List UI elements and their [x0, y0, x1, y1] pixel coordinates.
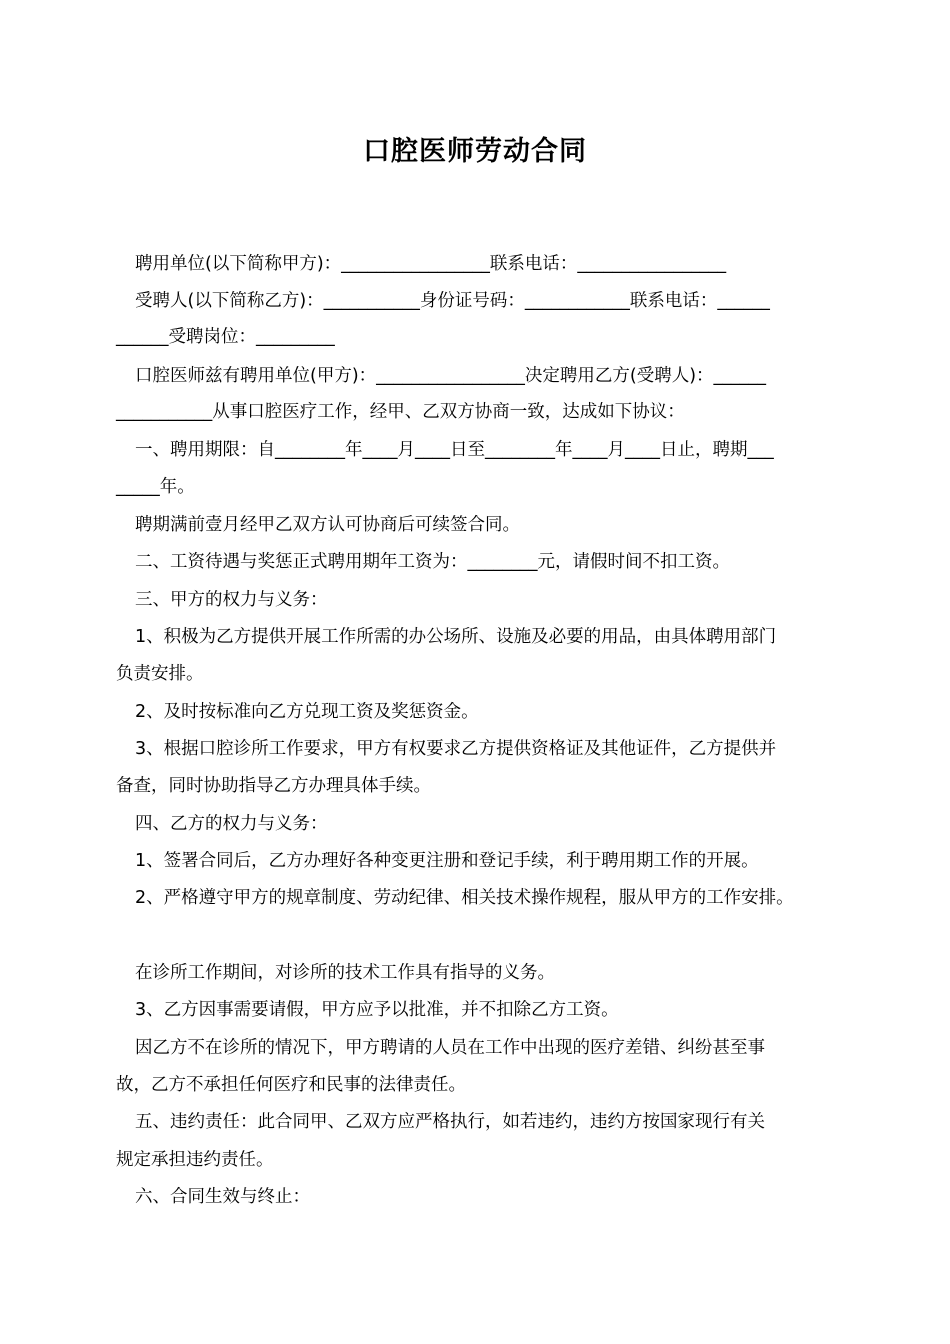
salary-line: 二、工资待遇与奖惩正式聘用期年工资为：________元，请假时间不扣工资。 [135, 552, 730, 572]
employer-info-line: 聘用单位(以下简称甲方)：_________________联系电话：_________________ [135, 254, 727, 274]
party-a-item-3-line-1: 3、根据口腔诊所工作要求，甲方有权要求乙方提供资格证及其他证件，乙方提供并 [135, 739, 777, 759]
preamble-line-1: 口腔医师兹有聘用单位(甲方)：_________________决定聘用乙方(受聘人)：______ [135, 366, 767, 386]
party-b-heading: 四、乙方的权力与义务： [135, 814, 328, 834]
breach-line-1: 五、违约责任：此合同甲、乙双方应严格执行，如若违约，违约方按国家现行有关 [135, 1112, 765, 1132]
guidance-duty-line: 在诊所工作期间，对诊所的技术工作具有指导的义务。 [135, 963, 555, 983]
document-title: 口腔医师劳动合同 [363, 136, 587, 167]
party-b-item-1: 1、签署合同后，乙方办理好各种变更注册和登记手续，利于聘用期工作的开展。 [135, 851, 759, 871]
employee-position-line: ______受聘岗位：_________ [116, 327, 335, 347]
liability-line-2: 故，乙方不承担任何医疗和民事的法律责任。 [116, 1075, 466, 1095]
preamble-line-2: ___________从事口腔医疗工作，经甲、乙双方协商一致，达成如下协议： [116, 402, 685, 422]
employee-info-line: 受聘人(以下简称乙方)：___________身份证号码：____________联系电话：______ [135, 291, 770, 311]
breach-line-2: 规定承担违约责任。 [116, 1150, 274, 1170]
party-b-item-2: 2、严格遵守甲方的规章制度、劳动纪律、相关技术操作规程，服从甲方的工作安排。 [135, 888, 794, 908]
term-line-1: 一、聘用期限：自________年____月____日至________年____月____日止，聘期___ [135, 440, 774, 460]
term-line-2: _____年。 [116, 477, 195, 497]
party-b-item-3: 3、乙方因事需要请假，甲方应予以批准，并不扣除乙方工资。 [135, 1000, 619, 1020]
renewal-line: 聘期满前壹月经甲乙双方认可协商后可续签合同。 [135, 515, 520, 535]
party-a-item-3-line-2: 备查，同时协助指导乙方办理具体手续。 [116, 776, 431, 796]
effect-termination-heading: 六、合同生效与终止： [135, 1187, 310, 1207]
liability-line-1: 因乙方不在诊所的情况下，甲方聘请的人员在工作中出现的医疗差错、纠纷甚至事 [135, 1038, 765, 1058]
party-a-item-2: 2、及时按标准向乙方兑现工资及奖惩资金。 [135, 702, 479, 722]
party-a-item-1-line-2: 负责安排。 [116, 664, 204, 684]
party-a-item-1-line-1: 1、积极为乙方提供开展工作所需的办公场所、设施及必要的用品，由具体聘用部门 [135, 627, 777, 647]
party-a-heading: 三、甲方的权力与义务： [135, 590, 328, 610]
